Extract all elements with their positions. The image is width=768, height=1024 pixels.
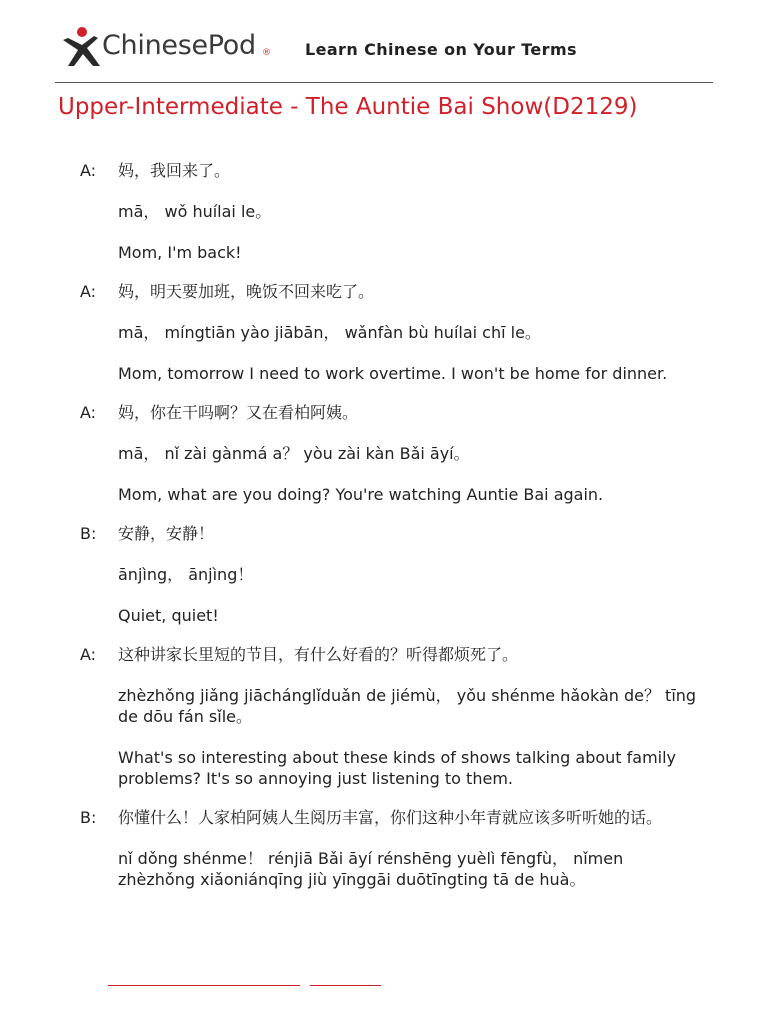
chinese-text: 安静，安静！ (118, 524, 215, 543)
chinese-text: 妈，我回来了。 (118, 161, 231, 180)
chinese-text: 这种讲家长里短的节目，有什么好看的？听得都烦死了。 (118, 645, 519, 664)
page-header (0, 0, 768, 84)
dialogue-line (80, 807, 700, 890)
pinyin-text: nǐ dǒng shénme！ rénjiā Bǎi āyí rénshēng yuèlì fēngfù， nǐmen zhèzhǒng xiǎoniánqīng jiù yīnggāi duōtīngting tā de huà。 (118, 849, 624, 889)
dialogue-list (80, 160, 700, 908)
dialogue-line (80, 281, 700, 384)
header-divider (55, 82, 713, 83)
logo-text: ChinesePod (102, 30, 256, 61)
speaker-label: A: (80, 161, 97, 180)
speaker-label: B: (80, 524, 97, 543)
chinese-text: 妈，你在干吗啊？又在看柏阿姨。 (118, 403, 359, 422)
pinyin-text: ānjìng， ānjìng！ (118, 565, 254, 584)
speaker-label: A: (80, 645, 97, 664)
chinese-text: 你懂什么！人家柏阿姨人生阅历丰富，你们这种小年青就应该多听听她的话。 (118, 808, 663, 827)
chinese-text: 妈，明天要加班，晚饭不回来吃了。 (118, 282, 375, 301)
english-text: What's so interesting about these kinds of shows talking about family problems? It's so annoying just listening to them. (118, 748, 677, 788)
footer-link-underline (108, 985, 300, 986)
english-text: Quiet, quiet! (118, 606, 219, 625)
chinesepod-logo-icon (60, 26, 102, 68)
dialogue-line (80, 523, 700, 626)
speaker-label: B: (80, 808, 97, 827)
pinyin-text: zhèzhǒng jiǎng jiāchánglǐduǎn de jiémù， yǒu shénme hǎokàn de？ tīng de dōu fán sǐle。 (118, 686, 697, 726)
pinyin-text: mā， míngtiān yào jiābān， wǎnfàn bù huílai chī le。 (118, 323, 541, 342)
english-text: Mom, what are you doing? You're watching Auntie Bai again. (118, 485, 604, 504)
speaker-label: A: (80, 282, 97, 301)
dialogue-line (80, 160, 700, 263)
logo-registered-mark: ® (262, 48, 271, 58)
pinyin-text: mā， wǒ huílai le。 (118, 202, 272, 221)
english-text: Mom, I'm back! (118, 243, 242, 262)
lesson-title: Upper-Intermediate - The Auntie Bai Show(D2129) (58, 94, 638, 120)
dialogue-line (80, 402, 700, 505)
dialogue-line (80, 644, 700, 789)
speaker-label: A: (80, 403, 97, 422)
footer-link-underline (310, 985, 381, 986)
english-text: Mom, tomorrow I need to work overtime. I won't be home for dinner. (118, 364, 668, 383)
pinyin-text: mā， nǐ zài gànmá a？ yòu zài kàn Bǎi āyí。 (118, 444, 470, 463)
tagline: Learn Chinese on Your Terms (305, 40, 577, 59)
